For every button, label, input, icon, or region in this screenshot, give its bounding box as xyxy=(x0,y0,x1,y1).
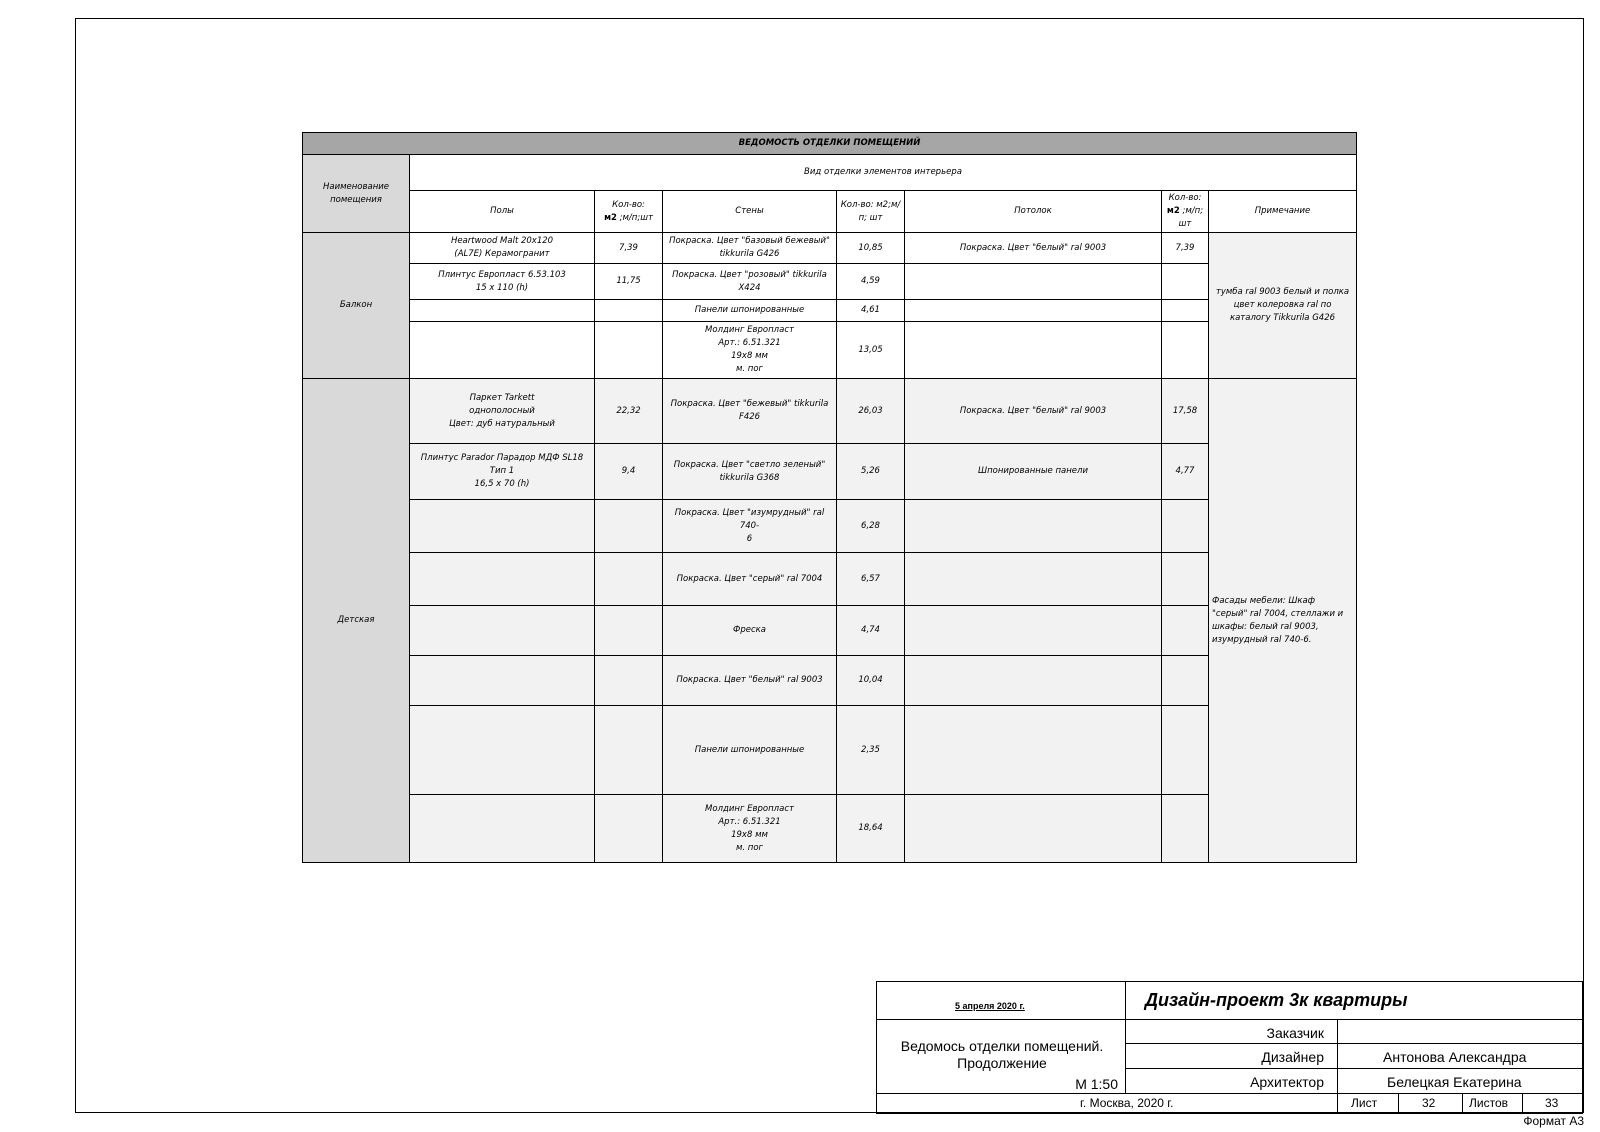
ceiling-finish: Покраска. Цвет "белый" ral 9003 xyxy=(905,379,1162,444)
ceiling-qty: 17,58 xyxy=(1162,379,1209,444)
ceiling-qty xyxy=(1162,706,1209,795)
schedule-row xyxy=(303,264,1357,300)
ceiling-finish xyxy=(905,706,1162,795)
role-designer: Дизайнер xyxy=(1261,1049,1324,1065)
schedule-row xyxy=(303,322,1357,379)
role-architect: Архитектор xyxy=(1250,1074,1324,1090)
ceiling-finish xyxy=(905,264,1162,300)
wall-finish: Молдинг Европласт Арт.: 6.51.321 19x8 мм м. пог xyxy=(663,322,837,379)
ceiling-finish xyxy=(905,500,1162,553)
ceiling-qty xyxy=(1162,606,1209,656)
ceiling-qty: 4,77 xyxy=(1162,444,1209,500)
room-note: Фасады мебели: Шкаф "серый" ral 7004, стеллажи и шкафы: белый ral 9003, изумрудный ral 740-6. xyxy=(1209,379,1357,863)
floor-finish xyxy=(410,656,595,706)
format-label: Формат А3 xyxy=(1523,1114,1584,1128)
floor-qty xyxy=(595,606,663,656)
schedule-row xyxy=(303,300,1357,322)
wall-qty: 10,85 xyxy=(837,233,905,264)
floor-qty: 7,39 xyxy=(595,233,663,264)
wall-qty: 13,05 xyxy=(837,322,905,379)
wall-qty: 4,61 xyxy=(837,300,905,322)
ceiling-qty: 7,39 xyxy=(1162,233,1209,264)
floor-finish xyxy=(410,795,595,863)
ceiling-qty xyxy=(1162,264,1209,300)
floor-qty xyxy=(595,322,663,379)
ceiling-finish xyxy=(905,300,1162,322)
floor-qty: 9,4 xyxy=(595,444,663,500)
architect-name: Белецкая Екатерина xyxy=(1387,1074,1522,1090)
schedule-row xyxy=(303,553,1357,606)
header-notes: Примечание xyxy=(1209,191,1357,233)
wall-qty: 6,57 xyxy=(837,553,905,606)
scale: М 1:50 xyxy=(1075,1076,1118,1092)
ceiling-finish xyxy=(905,656,1162,706)
schedule-row xyxy=(303,444,1357,500)
balcony-rows xyxy=(303,233,1357,379)
ceiling-qty xyxy=(1162,322,1209,379)
ceiling-qty xyxy=(1162,553,1209,606)
city-year: г. Москва, 2020 г. xyxy=(1080,1096,1174,1110)
wall-finish: Покраска. Цвет "бежевый" tikkurila F426 xyxy=(663,379,837,444)
floor-qty xyxy=(595,706,663,795)
floor-qty: 11,75 xyxy=(595,264,663,300)
sheets-label: Листов xyxy=(1469,1096,1508,1110)
header-walls: Стены xyxy=(663,191,837,233)
header-floor-qty: Кол-во: м2 ;м/п;шт xyxy=(595,191,663,233)
wall-finish: Покраска. Цвет "базовый бежевый" tikkurila G426 xyxy=(663,233,837,264)
wall-qty: 18,64 xyxy=(837,795,905,863)
wall-qty: 2,35 xyxy=(837,706,905,795)
header-wall-qty: Кол-во: м2;м/п; шт xyxy=(837,191,905,233)
ceiling-finish xyxy=(905,553,1162,606)
wall-qty: 10,04 xyxy=(837,656,905,706)
schedule-row xyxy=(303,606,1357,656)
sheet-title: Ведомось отделки помещений. Продолжение xyxy=(900,1038,1104,1071)
header-room-name: Наименование помещения xyxy=(303,155,410,233)
designer-name: Антонова Александра xyxy=(1383,1049,1527,1065)
schedule-row xyxy=(303,656,1357,706)
wall-finish: Покраска. Цвет "светло зеленый" tikkurila G368 xyxy=(663,444,837,500)
room-note: тумба ral 9003 белый и полка цвет колеровка ral по каталогу Tikkurila G426 xyxy=(1209,233,1357,379)
header-ceiling-qty: Кол-во: м2 ;м/п; шт xyxy=(1162,191,1209,233)
floor-qty xyxy=(595,500,663,553)
floor-qty xyxy=(595,553,663,606)
floor-finish xyxy=(410,500,595,553)
floor-finish: Плинтус Parador Парадор МДФ SL18 Тип 1 16,5 x 70 (h) xyxy=(410,444,595,500)
room-name: Балкон xyxy=(303,233,410,379)
wall-qty: 4,59 xyxy=(837,264,905,300)
schedule-row xyxy=(303,233,1357,264)
ceiling-qty xyxy=(1162,300,1209,322)
sheets-total: 33 xyxy=(1545,1096,1559,1110)
date: 5 апреля 2020 г. xyxy=(955,1001,1025,1011)
kids-room-rows xyxy=(303,379,1357,863)
finishing-schedule-table xyxy=(302,132,1357,863)
wall-finish: Молдинг Европласт Арт.: 6.51.321 19x8 мм м. пог xyxy=(663,795,837,863)
wall-finish: Покраска. Цвет "изумрудный" ral 740- 6 xyxy=(663,500,837,553)
floor-finish xyxy=(410,706,595,795)
header-floors: Полы xyxy=(410,191,595,233)
floor-finish: Паркет Tarkett однополосный Цвет: дуб натуральный xyxy=(410,379,595,444)
schedule-row xyxy=(303,379,1357,444)
header-ceiling: Потолок xyxy=(905,191,1162,233)
sheet-number: 32 xyxy=(1422,1096,1436,1110)
schedule-row xyxy=(303,500,1357,553)
wall-finish: Покраска. Цвет "розовый" tikkurila X424 xyxy=(663,264,837,300)
ceiling-qty xyxy=(1162,795,1209,863)
wall-finish: Покраска. Цвет "серый" ral 7004 xyxy=(663,553,837,606)
ceiling-finish xyxy=(905,606,1162,656)
floor-finish: Плинтус Европласт 6.53.103 15 x 110 (h) xyxy=(410,264,595,300)
ceiling-finish: Шпонированные панели xyxy=(905,444,1162,500)
wall-qty: 5,26 xyxy=(837,444,905,500)
schedule-row xyxy=(303,795,1357,863)
project-title: Дизайн-проект 3к квартиры xyxy=(1145,990,1408,1010)
floor-qty xyxy=(595,300,663,322)
role-customer: Заказчик xyxy=(1266,1025,1324,1041)
wall-finish: Панели шпонированные xyxy=(663,300,837,322)
room-name: Детская xyxy=(303,379,410,863)
ceiling-finish xyxy=(905,322,1162,379)
floor-finish xyxy=(410,606,595,656)
ceiling-finish: Покраска. Цвет "белый" ral 9003 xyxy=(905,233,1162,264)
wall-qty: 4,74 xyxy=(837,606,905,656)
floor-finish xyxy=(410,553,595,606)
wall-finish: Фреска xyxy=(663,606,837,656)
header-finish-group: Вид отделки элементов интерьера xyxy=(410,155,1357,191)
wall-finish: Панели шпонированные xyxy=(663,706,837,795)
wall-qty: 26,03 xyxy=(837,379,905,444)
schedule-title: ВЕДОМОСТЬ ОТДЕЛКИ ПОМЕЩЕНИЙ xyxy=(303,133,1357,155)
ceiling-finish xyxy=(905,795,1162,863)
floor-qty xyxy=(595,656,663,706)
floor-qty xyxy=(595,795,663,863)
wall-finish: Покраска. Цвет "белый" ral 9003 xyxy=(663,656,837,706)
wall-qty: 6,28 xyxy=(837,500,905,553)
ceiling-qty xyxy=(1162,656,1209,706)
floor-qty: 22,32 xyxy=(595,379,663,444)
title-block xyxy=(876,981,1583,1114)
floor-finish xyxy=(410,300,595,322)
floor-finish: Heartwood Malt 20x120 (AL7E) Керамогранит xyxy=(410,233,595,264)
floor-finish xyxy=(410,322,595,379)
ceiling-qty xyxy=(1162,500,1209,553)
sheet-label: Лист xyxy=(1351,1096,1378,1110)
schedule-row xyxy=(303,706,1357,795)
